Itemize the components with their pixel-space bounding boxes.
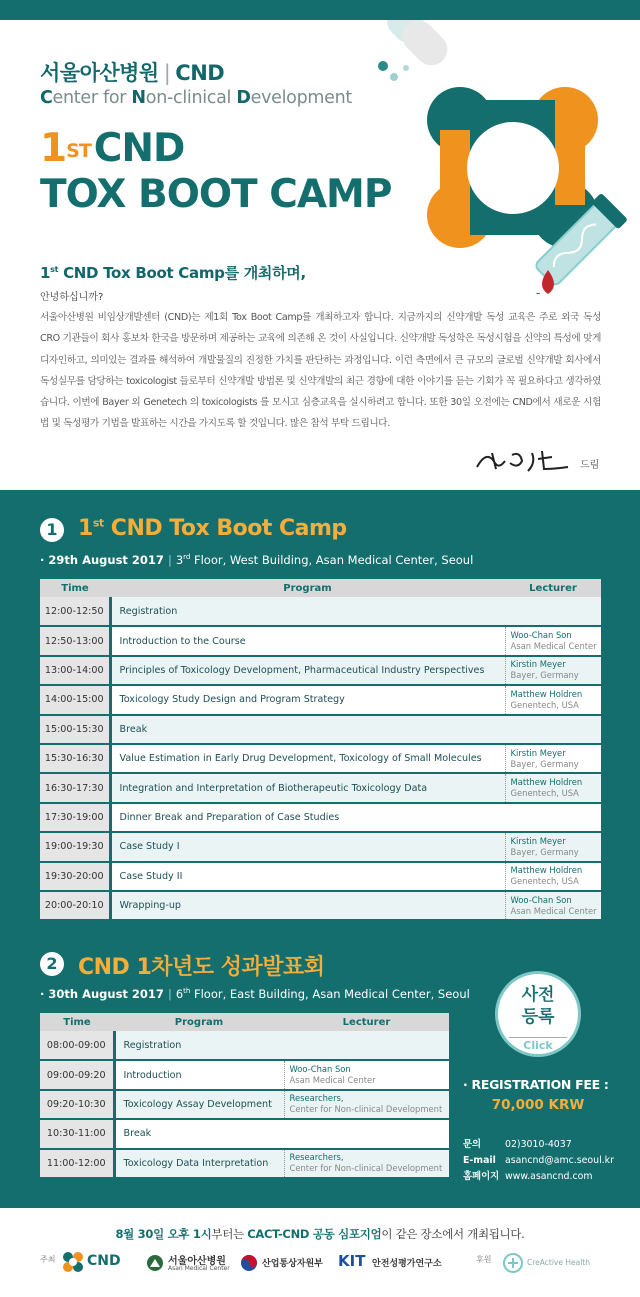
lecturer-name: Kirstin Meyer [510, 659, 566, 670]
program-cell: Toxicology Assay Development [114, 1090, 284, 1119]
lecturer-affiliation: Bayer, Germany [510, 670, 579, 681]
col-lecturer: Lecturer [505, 579, 601, 597]
time-cell: 19:30-20:00 [40, 862, 110, 891]
time-cell: 20:00-20:10 [40, 891, 110, 920]
lecturer-affiliation: Asan Medical Center [510, 905, 597, 916]
col-time: Time [40, 579, 110, 597]
table-row [40, 891, 601, 920]
lecturer-affiliation: Bayer, Germany [510, 758, 579, 769]
program-cell: Dinner Break and Preparation of Case Studies [110, 803, 601, 832]
register-click-button[interactable]: Click [509, 1037, 567, 1052]
program-cell: Case Study I [110, 832, 505, 861]
program-cell: Value Estimation in Early Drug Development, Toxicology of Small Molecules [110, 744, 505, 773]
lecturer-name: Researchers, [289, 1093, 344, 1104]
table-row [40, 1119, 449, 1148]
lecturer-affiliation: Genentech, USA [510, 788, 579, 799]
table-row [40, 597, 601, 626]
col-time: Time [40, 1013, 114, 1031]
top-bar [0, 0, 640, 20]
section2-title: CND 1차년도 성과발표회 [78, 955, 325, 980]
program-cell: Registration [110, 597, 601, 626]
taegeuk-icon [240, 1254, 258, 1272]
program-cell: Break [114, 1119, 449, 1148]
fee-label: · REGISTRATION FEE : [463, 1077, 609, 1092]
time-cell: 19:00-19:30 [40, 832, 110, 861]
time-cell: 15:30-16:30 [40, 744, 110, 773]
kit-logo: KIT 안전성평가연구소 [338, 1252, 442, 1270]
time-cell: 12:50-13:00 [40, 626, 110, 655]
creactive-logo: CreActive Health [502, 1252, 602, 1276]
lecturer-cell [505, 656, 601, 685]
register-text[interactable]: 사전 등록 [521, 985, 555, 1027]
program-cell: Principles of Toxicology Development, Pharmaceutical Industry Perspectives [110, 656, 505, 685]
lecturer-cell [505, 891, 601, 920]
lecturer-cell [284, 1060, 449, 1089]
greeting-heading: 1st CND Tox Boot Camp를 개최하며, [40, 264, 306, 282]
lecturer-cell [505, 744, 601, 773]
col-lecturer: Lecturer [284, 1013, 449, 1031]
lecturer-affiliation: Asan Medical Center [510, 641, 597, 652]
section1-title: 1st CND Tox Boot Camp [78, 516, 347, 541]
table-row [40, 1090, 449, 1119]
lecturer-affiliation: Center for Non-clinical Development [289, 1104, 443, 1115]
lecturer-affiliation: Center for Non-clinical Development [289, 1163, 443, 1174]
table-row [40, 832, 601, 861]
lecturer-name: Matthew Holdren [510, 865, 583, 876]
table-row [40, 656, 601, 685]
lecturer-name: Woo-Chan Son [289, 1064, 351, 1075]
lecturer-name: Woo-Chan Son [510, 894, 572, 905]
program-cell: Registration [114, 1031, 449, 1060]
table-row [40, 715, 601, 744]
program-cell: Wrapping-up [110, 891, 505, 920]
program-cell: Integration and Interpretation of Biotherapeutic Toxicology Data [110, 773, 505, 802]
lecturer-affiliation: Asan Medical Center [289, 1075, 376, 1086]
footer-note: 8월 30일 오후 1시부터는 CACT-CND 공동 심포지엄이 같은 장소에서 개최됩니다. [115, 1227, 525, 1241]
lecturer-name: Kirstin Meyer [510, 747, 566, 758]
section1-number: 1 [40, 518, 64, 542]
asan-logo: 서울아산병원 Asan Medical Center [146, 1252, 236, 1276]
main-title-line1: 1STCND [40, 126, 185, 171]
cnd-fullname: Center for Non-clinical Development [40, 88, 352, 108]
greeting-hello: 안녕하십니까? [40, 292, 104, 303]
col-program: Program [114, 1013, 284, 1031]
table-row [40, 773, 601, 802]
program-cell: Case Study II [110, 862, 505, 891]
brand-kr: 서울아산병원 [40, 61, 159, 85]
main-title-line2: TOX BOOT CAMP [40, 172, 392, 217]
time-cell: 14:00-15:00 [40, 685, 110, 714]
creactive-icon [502, 1252, 524, 1274]
lecturer-name: Matthew Holdren [510, 688, 583, 699]
contact-info: 문의 02)3010-4037 E-mail asancnd@amc.seoul.kr 홈페이지 www.asancnd.com [463, 1139, 614, 1182]
cnd-logo: CND [62, 1251, 132, 1273]
lecturer-affiliation: Bayer, Germany [510, 846, 579, 857]
time-cell: 12:00-12:50 [40, 597, 110, 626]
table-row [40, 1060, 449, 1089]
table-row [40, 803, 601, 832]
lecturer-cell [284, 1090, 449, 1119]
program-cell: Break [110, 715, 601, 744]
section2-table [40, 1013, 449, 1179]
header-graphic [320, 20, 640, 310]
lecturer-cell [505, 862, 601, 891]
brand-en: CND [175, 61, 225, 85]
table-row [40, 862, 601, 891]
host-label: 주최 [40, 1255, 56, 1264]
lecturer-name: Kirstin Meyer [510, 835, 566, 846]
sign-label: 드림 [580, 460, 600, 471]
lecturer-name: Woo-Chan Son [510, 630, 572, 641]
table-row [40, 685, 601, 714]
time-cell: 09:00-09:20 [40, 1060, 114, 1089]
time-cell: 10:30-11:00 [40, 1119, 114, 1148]
svg-text:-: - [536, 286, 541, 300]
section2-number: 2 [40, 952, 64, 976]
time-cell: 08:00-09:00 [40, 1031, 114, 1060]
time-cell: 13:00-14:00 [40, 656, 110, 685]
brand-line: 서울아산병원 | CND [40, 61, 225, 85]
section1-table [40, 579, 601, 921]
program-cell: Introduction to the Course [110, 626, 505, 655]
table-row [40, 1149, 449, 1178]
section2-dateline: · 30th August 2017 | 6th Floor, East Building, Asan Medical Center, Seoul [40, 987, 470, 1001]
asan-logo-icon [146, 1254, 164, 1272]
lecturer-cell [505, 626, 601, 655]
table-row [40, 1031, 449, 1060]
lecturer-name: Matthew Holdren [510, 777, 583, 788]
lecturer-name: Researchers, [289, 1152, 344, 1163]
sponsor-label: 후원 [476, 1255, 492, 1264]
lecturer-cell [505, 832, 601, 861]
time-cell: 09:20-10:30 [40, 1090, 114, 1119]
lecturer-cell [505, 685, 601, 714]
lecturer-affiliation: Genentech, USA [510, 699, 579, 710]
lecturer-affiliation: Genentech, USA [510, 876, 579, 887]
lecturer-cell [284, 1149, 449, 1178]
greeting-body: 서울아산병원 비임상개발센터 (CND)는 제1회 Tox Boot Camp를 개최하고자 합니다. 지금까지의 신약개발 독성 교육은 주로 외국 독성 CRO 기관들이 회사 홍보차 한국을 방문하며 제공하는 교육에 의존해 온 것이 사실입니다. 신약개발 독성학은 독성시험을 신약의 특성에 맞게 디자인하고, 의미있는 결과를 해석하여 개발물질의 진정한 가치를 판단하는 과정입니다. 이런 측면에서 큰 규모의 글로벌 신약개발 회사에서 독성실무를 담당하는 toxicologist 들로부터 신약개발 방법론 및 신약개발의 최근 경향에 대한 이야기를 듣는 기회가 꼭 필요하다고 생각하였습니다. 이번에 Bayer 외 Genetech 의 toxicologists 를 모시고 심층교육을 실시하려고 합니다. 또한 30일 오전에는 CND에서 새로운 시험법 및 독성평가 기법을 발표하는 시간을 가지도록 할 것입니다. 많은 참석 부탁 드립니다. [40, 312, 601, 430]
fee-value: 70,000 KRW [491, 1097, 585, 1113]
time-cell: 17:30-19:00 [40, 803, 110, 832]
signature [472, 445, 572, 475]
program-cell: Introduction [114, 1060, 284, 1089]
time-cell: 15:00-15:30 [40, 715, 110, 744]
table-row [40, 744, 601, 773]
lecturer-cell [505, 773, 601, 802]
program-cell: Toxicology Data Interpretation [114, 1149, 284, 1178]
col-program: Program [110, 579, 505, 597]
phone: 02)3010-4037 [505, 1139, 572, 1150]
motie-logo: 산업통상자원부 [240, 1252, 340, 1274]
cnd-logo-icon [62, 1251, 84, 1273]
time-cell: 16:30-17:30 [40, 773, 110, 802]
email-link[interactable]: asancnd@amc.seoul.kr [505, 1155, 614, 1166]
time-cell: 11:00-12:00 [40, 1149, 114, 1178]
section1-dateline: · 29th August 2017 | 3rd Floor, West Building, Asan Medical Center, Seoul [40, 553, 474, 567]
homepage-link[interactable]: www.asancnd.com [505, 1171, 593, 1182]
program-cell: Toxicology Study Design and Program Strategy [110, 685, 505, 714]
table-row [40, 626, 601, 655]
